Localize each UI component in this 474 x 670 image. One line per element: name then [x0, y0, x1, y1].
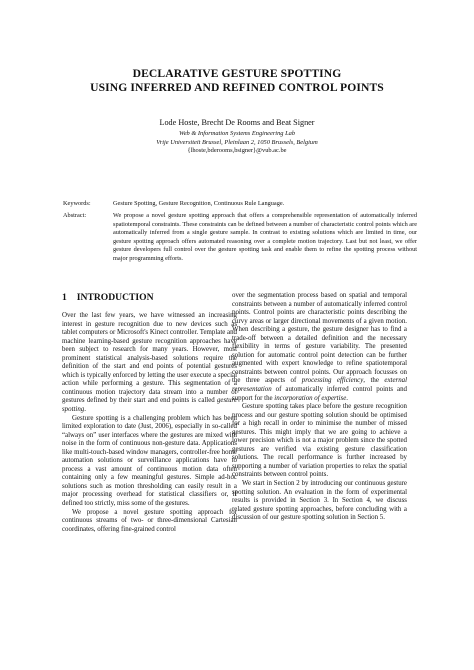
paragraph	[62, 312, 237, 415]
paragraph	[232, 292, 407, 403]
affiliation	[40, 130, 434, 156]
paragraph: We start in Section 2 by introducing our continuous gesture spotting solution. An evaluation in the form of experimental results is provided in Section 3. In Section 4, we discuss related gesture spotting approaches, before concluding with a discussion of our gesture spotting solution in Section 5.	[232, 480, 407, 522]
paragraph-text: Over the last few years, we have witnessed an increasing interest in gesture recognition due to new devices such as tablet computers or Microsoft's Kinect controller. Template and machine learning-based gesture recognition approaches have been subject to research for many years. However, most prominent statistical analysis-based solutions require the definition of the start and end points of potential gestures which is typically enforced by letting the user execute a special action while performing a gesture. This segmentation of a continuous motion trajectory data stream into a number of gestures defined by their start and end points is called	[62, 312, 237, 405]
affiliation-lab: Web & Information Systems Engineering Lab	[178, 130, 296, 137]
section-title: INTRODUCTION	[76, 292, 154, 303]
left-column-body	[62, 312, 237, 534]
affiliation-university: Vrije Universiteit Brussel, Pleinlaan 2, 1050 Brussels, Belgium	[156, 138, 318, 146]
keywords-label: Keywords:	[63, 200, 91, 207]
paragraph: Gesture spotting is a challenging problem which has been limited exploration to date (Just, 2006), especially in so-called “always on” user interfaces where the gestures are mixed with noise in the form of continuous non-gesture data. Applications like multi-touch-based window managers, controller-free home automation solutions or surveillance applications have to process a vast amount of continuous motion data often containing only a few meaningful gestures. Simple ad-hoc solutions such as motion thresholding can easily result in a major processing overhead for statistical classifiers or, if defined too strictly, miss some of the gestures.	[62, 414, 237, 508]
author-list: Lode Hoste, Brecht De Rooms and Beat Signer	[159, 118, 315, 127]
paragraph-text: , the	[363, 377, 385, 385]
title-line-1: DECLARATIVE GESTURE SPOTTING	[132, 67, 342, 80]
abstract-label: Abstract:	[63, 212, 87, 219]
right-column	[232, 292, 407, 523]
title-line-2: USING INFERRED AND REFINED CONTROL POINTS	[90, 81, 384, 94]
paper-title	[40, 67, 434, 95]
section-number: 1	[62, 292, 67, 303]
paragraph-text: .	[84, 406, 86, 414]
emphasis-text: processing efficiency	[301, 377, 364, 385]
paragraph-text: .	[346, 394, 348, 402]
paragraph-text: of automatically inferred control points and support for the	[232, 386, 407, 402]
emphasis-text: incorporation of expertise	[274, 394, 347, 402]
emphasis-text: gesture spotting	[62, 397, 237, 414]
keywords-text: Gesture Spotting, Gesture Recognition, Continuous Rule Language.	[113, 200, 285, 207]
emphasis-text: external representation	[232, 377, 407, 394]
paragraph: Gesture spotting takes place before the gesture recognition process and our gesture spotting solution should be optimised for a high recall in order to minimise the number of missed gestures. This might imply that we are going to achieve a lower precision which is not a major problem since the spotted gestures are verified via existing gesture classification solutions. The recall performance is further increased by supporting a number of variation properties to relax the spatial constraints between control points.	[232, 403, 407, 479]
paragraph: We propose a novel gesture spotting approach for continuous streams of two- or three-dimensional Cartesian coordinates, offering fine-grained control	[62, 508, 237, 533]
paragraph-text: over the segmentation process based on spatial and temporal constraints between a number of automatically inferred control points. Control points are characteristic points describing the curvy areas or larger directional movements of a given motion. When describing a gesture, the gesture designer has to find a trade-off between a detailed definition and the necessary flexibility in terms of gesture variability. The presented solution for automatic control point detection can be further augmented with expert knowledge to refine spatiotemporal constraints between control points. Our approach focusses on the three aspects of	[232, 292, 407, 385]
section-heading	[62, 292, 154, 303]
abstract-text: We propose a novel gesture spotting approach that offers a comprehensible representation of automatically inferred spatiotemporal constraints. These constraints can be defined between a number of characteristic control points which are automatically inferred from a single gesture sample. In contrast to existing solutions which are limited in time, our gesture spotting approach offers automated reasoning over a complete motion trajectory. Last but not least, we offer gesture developers full control over the gesture spotting task and enable them to refine the spotting process without major programming efforts.	[113, 212, 417, 262]
affiliation-email: {lhoste,bderooms,bsigner}@vub.ac.be	[187, 147, 287, 155]
